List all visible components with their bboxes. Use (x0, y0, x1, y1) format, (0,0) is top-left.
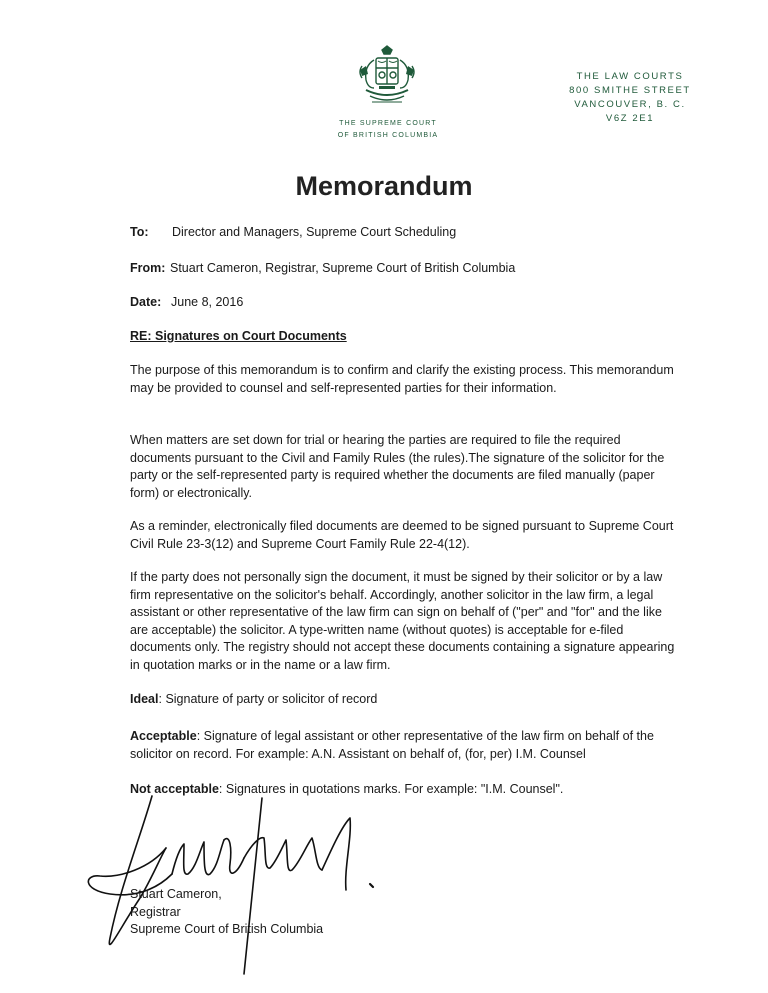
coat-of-arms-icon (352, 44, 422, 112)
acceptable-label: Acceptable (130, 729, 197, 743)
ideal-label: Ideal (130, 692, 159, 706)
address-line4: V6Z 2E1 (605, 113, 655, 124)
address-line2: 800 SMITHE STREET (569, 85, 691, 96)
ideal-text: : Signature of party or solicitor of record (158, 692, 378, 706)
acceptable-text: : Signature of legal assistant or other representative of the law firm on behalf of the solicitor on record. For example: A.N. Assistant on behalf of, (for, per) I.M. Counsel (130, 729, 654, 761)
subject-line: RE: Signatures on Court Documents (130, 329, 347, 343)
date-label: Date: (130, 295, 162, 309)
signatory-org: Supreme Court of British Columbia (130, 922, 324, 937)
paragraph-filing: When matters are set down for trial or hearing the parties are required to file the required documents pursuant to the Civil and Family Rules (the rules).The signature of the solicitor for the party or the self-represented party is required whether the documents are filed manually (paper form) or electronically. (130, 433, 665, 500)
paragraph-reminder: As a reminder, electronically filed documents are deemed to be signed pursuant to Supreme Court Civil Rule 23-3(12) and Supreme Court Family Rule 22-4(12). (130, 519, 674, 551)
paragraph-purpose: The purpose of this memorandum is to confirm and clarify the existing process. This memorandum may be provided to counsel and self-represented parties for their information. (130, 363, 674, 395)
date-value: June 8, 2016 (171, 295, 244, 309)
paragraph-representative: If the party does not personally sign the document, it must be signed by their solicitor or by a law firm representative on the solicitor's behalf. Accordingly, another solicitor in the law firm, a legal assistant or other representative of the law firm can sign on behalf of ("per" and "for" and the like are acceptable) the solicitor. A type-written name (without quotes) is acceptable for e-filed documents only. The registry should not accept these documents containing a signature appearing in quotation marks or in the name or a law firm. (130, 570, 675, 672)
court-name (318, 118, 458, 142)
to-label: To: (130, 225, 149, 239)
court-name-line1: THE SUPREME COURT (339, 120, 437, 127)
to-value: Director and Managers, Supreme Court Scheduling (172, 225, 457, 239)
court-address (560, 70, 700, 126)
to-field (130, 224, 456, 240)
not-acceptable-label: Not acceptable (130, 782, 219, 796)
date-field (130, 294, 243, 310)
not-acceptable-text: : Signatures in quotations marks. For example: "I.M. Counsel". (218, 782, 564, 796)
ideal-line (130, 691, 675, 709)
from-field (130, 260, 515, 276)
court-name-line2: OF BRITISH COLUMBIA (337, 132, 439, 139)
handwritten-signature (80, 778, 390, 978)
signatory-name: Stuart Cameron, (130, 887, 222, 901)
address-line3: VANCOUVER, B. C. (574, 99, 686, 110)
address-line1: THE LAW COURTS (576, 71, 684, 82)
acceptable-line (130, 728, 675, 763)
from-label: From: (130, 261, 166, 275)
from-value: Stuart Cameron, Registrar, Supreme Court of British Columbia (170, 261, 516, 275)
memo-title: Memorandum (295, 171, 473, 201)
signatory-title: Registrar (130, 904, 181, 919)
